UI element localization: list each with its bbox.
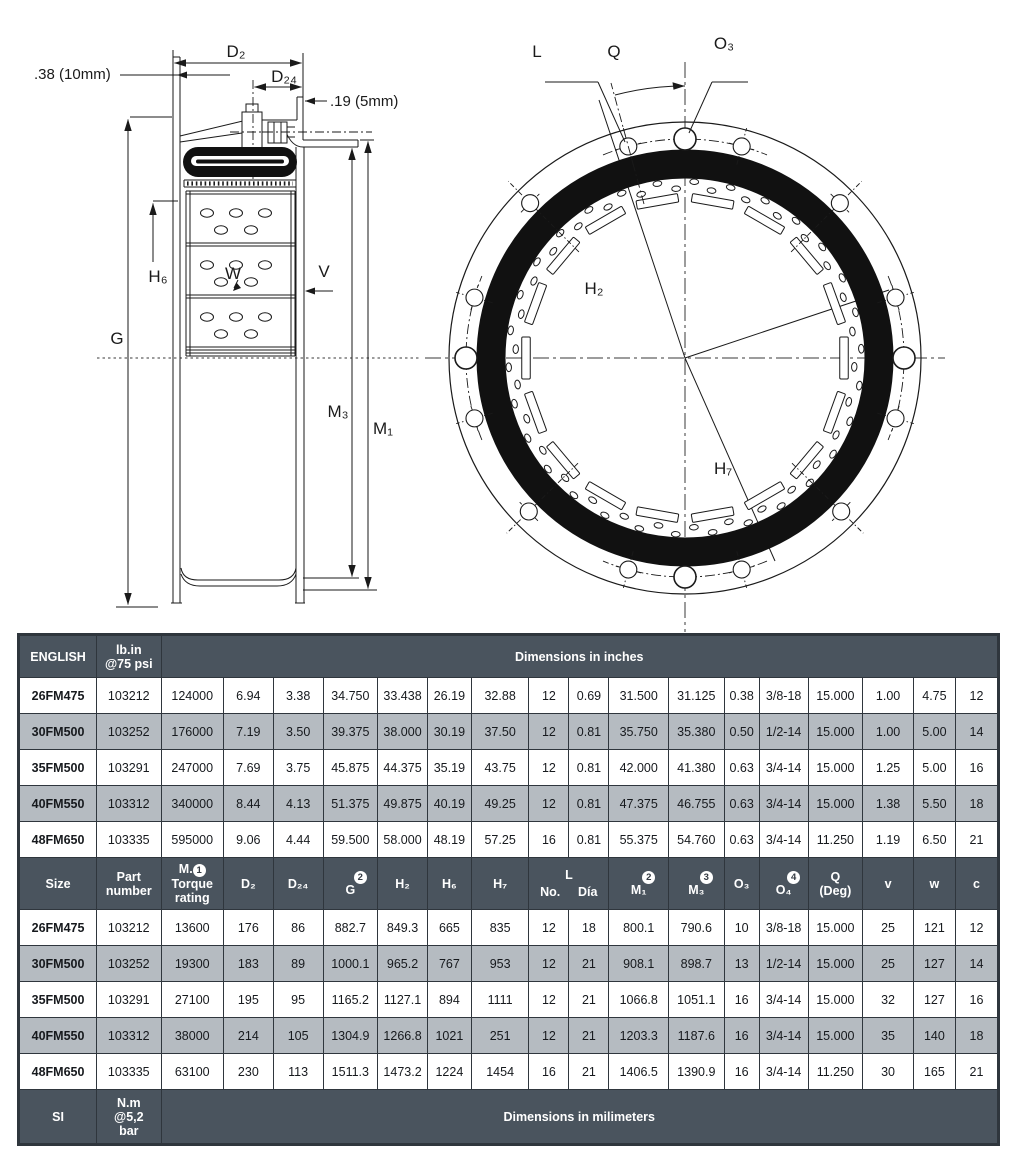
english-unit: lb.in @75 psi [97, 635, 161, 678]
table-cell: 103212 [97, 678, 161, 714]
table-cell: 7.69 [223, 750, 273, 786]
table-cell: 790.6 [668, 910, 724, 946]
column-header-h6: H₆ [427, 858, 471, 910]
table-cell: 21 [569, 1054, 609, 1090]
column-header-row [19, 858, 999, 910]
table-cell: 1165.2 [323, 982, 378, 1018]
table-cell: 40.19 [427, 786, 471, 822]
table-cell: 32.88 [471, 678, 529, 714]
table-cell: 3.50 [273, 714, 323, 750]
table-cell: 230 [223, 1054, 273, 1090]
table-cell: 15.000 [808, 750, 863, 786]
label-m1: M₁ [373, 419, 393, 438]
column-header-w: w [913, 858, 955, 910]
table-cell: 121 [913, 910, 955, 946]
label-h6: H₆ [148, 267, 168, 286]
column-header-m1: 2 M₁ [609, 858, 669, 910]
table-cell: 21 [569, 1018, 609, 1054]
side-view-drawing [34, 42, 398, 607]
table-cell: 30.19 [427, 714, 471, 750]
table-cell: 105 [273, 1018, 323, 1054]
table-cell: 0.81 [569, 786, 609, 822]
table-cell: 0.63 [724, 822, 759, 858]
table-cell: 13 [724, 946, 759, 982]
table-cell: 1021 [427, 1018, 471, 1054]
table-cell: 12 [529, 946, 569, 982]
table-row-english-48FM650 [19, 822, 999, 858]
table-cell: 3/8-18 [759, 910, 808, 946]
table-cell: 42.000 [609, 750, 669, 786]
table-cell: 3/4-14 [759, 1054, 808, 1090]
table-cell: 103335 [97, 1054, 161, 1090]
table-cell: 4.44 [273, 822, 323, 858]
column-header-part-number: Part number [97, 858, 161, 910]
table-cell: 12 [529, 982, 569, 1018]
table-cell: 30 [863, 1054, 914, 1090]
bolt-hole-o3 [893, 347, 915, 369]
table-cell: 1.19 [863, 822, 914, 858]
bolt-hole [831, 195, 848, 212]
table-cell: 214 [223, 1018, 273, 1054]
table-cell: 15.000 [808, 982, 863, 1018]
table-cell: 43.75 [471, 750, 529, 786]
table-cell: 1406.5 [609, 1054, 669, 1090]
table-cell: 18 [955, 786, 998, 822]
table-cell: 12 [529, 678, 569, 714]
size-cell: 40FM550 [19, 1018, 97, 1054]
si-band-row [19, 1090, 999, 1145]
table-cell: 39.375 [323, 714, 378, 750]
table-cell: 849.3 [378, 910, 428, 946]
english-label: ENGLISH [19, 635, 97, 678]
table-cell: 15.000 [808, 714, 863, 750]
table-cell: 55.375 [609, 822, 669, 858]
table-cell: 247000 [161, 750, 223, 786]
table-cell: 51.375 [323, 786, 378, 822]
table-cell: 12 [529, 910, 569, 946]
table-cell: 16 [955, 982, 998, 1018]
table-cell: 113 [273, 1054, 323, 1090]
english-span-header: Dimensions in inches [161, 635, 999, 678]
table-cell: 16 [529, 822, 569, 858]
table-row-english-35FM500 [19, 750, 999, 786]
table-cell: 18 [569, 910, 609, 946]
table-cell: 251 [471, 1018, 529, 1054]
si-span-header: Dimensions in milimeters [161, 1090, 999, 1145]
table-cell: 38000 [161, 1018, 223, 1054]
table-cell: 183 [223, 946, 273, 982]
table-cell: 38.000 [378, 714, 428, 750]
table-cell: 35.750 [609, 714, 669, 750]
table-cell: 10 [724, 910, 759, 946]
table-cell: 767 [427, 946, 471, 982]
bolt-hole-o3 [674, 566, 696, 588]
table-cell: 1111 [471, 982, 529, 1018]
column-header-c: c [955, 858, 998, 910]
table-cell: 3/4-14 [759, 786, 808, 822]
label-q: Q [607, 42, 621, 61]
table-cell: 6.94 [223, 678, 273, 714]
table-cell: 103252 [97, 714, 161, 750]
table-cell: 882.7 [323, 910, 378, 946]
column-header-h7: H₇ [471, 858, 529, 910]
table-cell: 898.7 [668, 946, 724, 982]
table-cell: 195 [223, 982, 273, 1018]
table-cell: 47.375 [609, 786, 669, 822]
column-header-q-deg: Q (Deg) [808, 858, 863, 910]
bolt-hole [887, 410, 904, 427]
table-cell: 1304.9 [323, 1018, 378, 1054]
table-cell: 21 [955, 1054, 998, 1090]
table-cell: 15.000 [808, 1018, 863, 1054]
table-cell: 127 [913, 946, 955, 982]
table-cell: 103291 [97, 982, 161, 1018]
footnote-badge: 4 [787, 871, 800, 884]
size-cell: 35FM500 [19, 982, 97, 1018]
table-row-si-26FM475 [19, 910, 999, 946]
table-cell: 41.380 [668, 750, 724, 786]
size-cell: 40FM550 [19, 786, 97, 822]
bolt-hole-o3 [674, 128, 696, 150]
l-sub-header: No. [540, 885, 561, 899]
table-cell: 35.380 [668, 714, 724, 750]
table-cell: 1051.1 [668, 982, 724, 1018]
table-cell: 35.19 [427, 750, 471, 786]
label-m3: M₃ [327, 402, 349, 421]
table-cell: 165 [913, 1054, 955, 1090]
table-cell: 595000 [161, 822, 223, 858]
label-d2: D₂ [226, 42, 246, 61]
table-cell: 16 [955, 750, 998, 786]
size-cell: 48FM650 [19, 1054, 97, 1090]
table-cell: 1127.1 [378, 982, 428, 1018]
label-v: V [318, 262, 330, 281]
table-cell: 31.125 [668, 678, 724, 714]
table-cell: 5.00 [913, 750, 955, 786]
table-cell: 86 [273, 910, 323, 946]
table-cell: 1000.1 [323, 946, 378, 982]
footnote-badge: 2 [354, 871, 367, 884]
bolt-hole [887, 289, 904, 306]
column-header-o3: O₃ [724, 858, 759, 910]
table-cell: 140 [913, 1018, 955, 1054]
bolt-hole [466, 410, 483, 427]
si-label: SI [19, 1090, 97, 1145]
column-header-l-bolt-circle [529, 858, 609, 910]
table-cell: 3/4-14 [759, 982, 808, 1018]
table-cell: 1066.8 [609, 982, 669, 1018]
label-h7: H₇ [713, 459, 733, 478]
table-cell: 1.00 [863, 678, 914, 714]
table-cell: 1203.3 [609, 1018, 669, 1054]
table-cell: 1/2-14 [759, 714, 808, 750]
bolt-hole-o3 [455, 347, 477, 369]
table-cell: 103252 [97, 946, 161, 982]
table-cell: 0.81 [569, 822, 609, 858]
column-header-h2: H₂ [378, 858, 428, 910]
bolt-hole [620, 561, 637, 578]
table-cell: 103312 [97, 1018, 161, 1054]
table-cell: 21 [569, 982, 609, 1018]
table-cell: 3/4-14 [759, 1018, 808, 1054]
table-cell: 14 [955, 714, 998, 750]
table-cell: 1187.6 [668, 1018, 724, 1054]
table-row-si-40FM550 [19, 1018, 999, 1054]
table-cell: 48.19 [427, 822, 471, 858]
table-cell: 15.000 [808, 910, 863, 946]
label-w: W [224, 264, 242, 283]
table-cell: 11.250 [808, 822, 863, 858]
air-tube [183, 147, 297, 177]
table-cell: 1/2-14 [759, 946, 808, 982]
column-header-d2: D₂ [223, 858, 273, 910]
bolt-hole [733, 138, 750, 155]
table-cell: 3/8-18 [759, 678, 808, 714]
table-cell: 25 [863, 946, 914, 982]
label-lip-offset: .19 (5mm) [330, 93, 399, 110]
table-cell: 176000 [161, 714, 223, 750]
label-o3: O₃ [713, 34, 735, 53]
table-cell: 25 [863, 910, 914, 946]
table-row-si-35FM500 [19, 982, 999, 1018]
label-l: L [532, 42, 542, 61]
table-cell: 835 [471, 910, 529, 946]
table-cell: 3/4-14 [759, 750, 808, 786]
table-cell: 0.38 [724, 678, 759, 714]
table-cell: 35 [863, 1018, 914, 1054]
table-cell: 1390.9 [668, 1054, 724, 1090]
table-cell: 103212 [97, 910, 161, 946]
l-sub-header: Día [577, 885, 598, 899]
table-cell: 5.00 [913, 714, 955, 750]
table-cell: 14 [955, 946, 998, 982]
si-unit: N.m @5,2 bar [97, 1090, 161, 1145]
table-cell: 4.75 [913, 678, 955, 714]
table-cell: 124000 [161, 678, 223, 714]
table-row-english-30FM500 [19, 714, 999, 750]
table-row-english-26FM475 [19, 678, 999, 714]
table-cell: 15.000 [808, 678, 863, 714]
table-cell: 0.50 [724, 714, 759, 750]
label-g: G [110, 329, 124, 348]
table-cell: 1511.3 [323, 1054, 378, 1090]
table-cell: 32 [863, 982, 914, 1018]
table-cell: 95 [273, 982, 323, 1018]
dimensions-table [17, 633, 1000, 1146]
column-header-size: Size [19, 858, 97, 910]
table-cell: 965.2 [378, 946, 428, 982]
table-cell: 3/4-14 [759, 822, 808, 858]
table-cell: 665 [427, 910, 471, 946]
table-cell: 3.75 [273, 750, 323, 786]
table-row-english-40FM550 [19, 786, 999, 822]
label-plate-thickness: .38 (10mm) [34, 66, 111, 83]
footnote-badge: 3 [700, 871, 713, 884]
table-cell: 49.25 [471, 786, 529, 822]
table-cell: 12 [529, 750, 569, 786]
table-cell: 54.760 [668, 822, 724, 858]
table-cell: 21 [955, 822, 998, 858]
backing-strip [184, 180, 296, 187]
size-cell: 30FM500 [19, 714, 97, 750]
table-cell: 9.06 [223, 822, 273, 858]
english-band-row [19, 635, 999, 678]
footnote-badge: 2 [642, 871, 655, 884]
bolt-hole [520, 503, 537, 520]
bolt-hole [833, 503, 850, 520]
table-cell: 103291 [97, 750, 161, 786]
table-cell: 103335 [97, 822, 161, 858]
table-cell: 5.50 [913, 786, 955, 822]
table-cell: 0.81 [569, 714, 609, 750]
table-cell: 908.1 [609, 946, 669, 982]
table-cell: 27100 [161, 982, 223, 1018]
bolt-hole [522, 195, 539, 212]
table-cell: 3.38 [273, 678, 323, 714]
table-row-si-48FM650 [19, 1054, 999, 1090]
table-cell: 4.13 [273, 786, 323, 822]
table-cell: 953 [471, 946, 529, 982]
table-cell: 12 [955, 678, 998, 714]
table-cell: 12 [955, 910, 998, 946]
table-cell: 1473.2 [378, 1054, 428, 1090]
table-cell: 6.50 [913, 822, 955, 858]
table-cell: 34.750 [323, 678, 378, 714]
table-cell: 18 [955, 1018, 998, 1054]
table-cell: 103312 [97, 786, 161, 822]
table-cell: 13600 [161, 910, 223, 946]
table-cell: 31.500 [609, 678, 669, 714]
size-cell: 48FM650 [19, 822, 97, 858]
column-header-d24: D₂₄ [273, 858, 323, 910]
size-cell: 30FM500 [19, 946, 97, 982]
bolt-hole [466, 289, 483, 306]
table-cell: 1.25 [863, 750, 914, 786]
column-header-torque-rating: M. 1 Torque rating [161, 858, 223, 910]
table-cell: 44.375 [378, 750, 428, 786]
table-cell: 15.000 [808, 786, 863, 822]
table-cell: 16 [724, 1018, 759, 1054]
table-cell: 45.875 [323, 750, 378, 786]
table-cell: 176 [223, 910, 273, 946]
table-cell: 37.50 [471, 714, 529, 750]
table-row-si-30FM500 [19, 946, 999, 982]
bolt-hole [733, 561, 750, 578]
table-cell: 800.1 [609, 910, 669, 946]
size-cell: 35FM500 [19, 750, 97, 786]
table-cell: 0.63 [724, 786, 759, 822]
table-cell: 49.875 [378, 786, 428, 822]
table-cell: 21 [569, 946, 609, 982]
table-cell: 16 [529, 1054, 569, 1090]
size-cell: 26FM475 [19, 910, 97, 946]
table-cell: 8.44 [223, 786, 273, 822]
table-cell: 127 [913, 982, 955, 1018]
column-header-m3: 3 M₃ [668, 858, 724, 910]
table-cell: 0.69 [569, 678, 609, 714]
table-cell: 89 [273, 946, 323, 982]
table-cell: 33.438 [378, 678, 428, 714]
table-cell: 1266.8 [378, 1018, 428, 1054]
table-cell: 0.63 [724, 750, 759, 786]
table-cell: 63100 [161, 1054, 223, 1090]
column-header-o4: 4 O₄ [759, 858, 808, 910]
table-cell: 11.250 [808, 1054, 863, 1090]
table-cell: 12 [529, 1018, 569, 1054]
table-cell: 12 [529, 786, 569, 822]
column-header-v: v [863, 858, 914, 910]
table-cell: 16 [724, 982, 759, 1018]
column-header-g: 2 G [323, 858, 378, 910]
label-h2: H₂ [584, 279, 604, 298]
table-cell: 57.25 [471, 822, 529, 858]
table-cell: 16 [724, 1054, 759, 1090]
table-cell: 894 [427, 982, 471, 1018]
table-cell: 26.19 [427, 678, 471, 714]
table-cell: 1.38 [863, 786, 914, 822]
table-cell: 12 [529, 714, 569, 750]
table-cell: 340000 [161, 786, 223, 822]
table-cell: 1.00 [863, 714, 914, 750]
l-group-label: L [565, 868, 573, 882]
table-cell: 59.500 [323, 822, 378, 858]
table-cell: 58.000 [378, 822, 428, 858]
table-cell: 1454 [471, 1054, 529, 1090]
table-cell: 0.81 [569, 750, 609, 786]
footnote-badge: 1 [193, 864, 206, 877]
table-cell: 15.000 [808, 946, 863, 982]
label-d24: D₂₄ [271, 67, 297, 86]
table-cell: 7.19 [223, 714, 273, 750]
size-cell: 26FM475 [19, 678, 97, 714]
table-cell: 46.755 [668, 786, 724, 822]
table-cell: 1224 [427, 1054, 471, 1090]
table-cell: 19300 [161, 946, 223, 982]
